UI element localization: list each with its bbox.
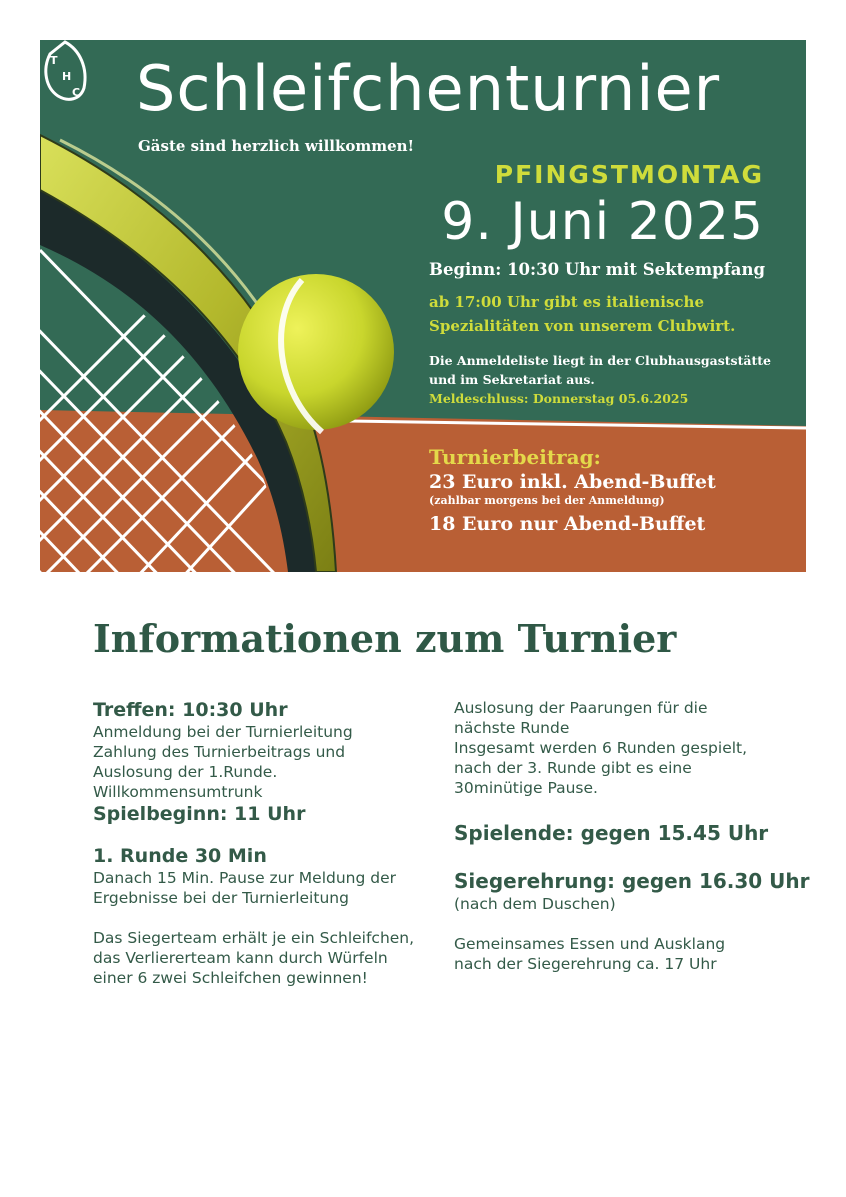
play-start-heading: Spielbeginn: 11 Uhr xyxy=(93,803,306,825)
draw-line: nächste Runde xyxy=(454,719,570,737)
tennis-ball xyxy=(238,274,394,430)
prize-line: einer 6 zwei Schleifchen gewinnen! xyxy=(93,969,368,987)
dinner-line: nach der Siegerehrung ca. 17 Uhr xyxy=(454,955,717,973)
fee-full-note: (zahlbar morgens bei der Anmeldung) xyxy=(429,494,665,507)
svg-text:C: C xyxy=(72,86,81,99)
food-info-line2: Spezialitäten von unserem Clubwirt. xyxy=(429,317,736,335)
signup-info-line1: Die Anmeldeliste liegt in der Clubhausgaststätte xyxy=(429,353,771,368)
info-right-column xyxy=(454,698,814,974)
draw-line: 30minütige Pause. xyxy=(454,779,598,797)
svg-text:T: T xyxy=(50,54,58,67)
signup-info-line2: und im Sekretariat aus. xyxy=(429,372,595,387)
meet-line: Anmeldung bei der Turnierleitung xyxy=(93,723,353,741)
meet-line: Willkommensumtrunk xyxy=(93,783,263,801)
meet-heading: Treffen: 10:30 Uhr xyxy=(93,699,288,721)
fee-buffet-only: 18 Euro nur Abend-Buffet xyxy=(429,513,706,535)
prize-line: das Verliererteam kann durch Würfeln xyxy=(93,949,388,967)
round-line: Ergebnisse bei der Turnierleitung xyxy=(93,889,349,907)
meet-line: Auslosung der 1.Runde. xyxy=(93,763,278,781)
round-line: Danach 15 Min. Pause zur Meldung der xyxy=(93,869,397,887)
signup-deadline: Meldeschluss: Donnerstag 05.6.2025 xyxy=(429,391,689,406)
award-heading: Siegerehrung: gegen 16.30 Uhr xyxy=(454,869,810,893)
draw-line: Insgesamt werden 6 Runden gespielt, xyxy=(454,739,748,757)
food-info-line1: ab 17:00 Uhr gibt es italienische xyxy=(429,293,705,311)
event-day: PFINGSTMONTAG xyxy=(494,160,764,189)
start-time: Beginn: 10:30 Uhr mit Sektempfang xyxy=(429,260,766,279)
award-note: (nach dem Duschen) xyxy=(454,895,616,913)
tournament-title: Schleifchenturnier xyxy=(136,52,721,125)
club-logo-icon xyxy=(40,40,90,104)
round-heading: 1. Runde 30 Min xyxy=(93,845,267,867)
fee-heading: Turnierbeitrag: xyxy=(429,445,601,469)
info-left-column xyxy=(93,698,433,988)
welcome-text: Gäste sind herzlich willkommen! xyxy=(138,137,415,155)
prize-line: Das Siegerteam erhält je ein Schleifchen, xyxy=(93,929,415,947)
meet-line: Zahlung des Turnierbeitrags und xyxy=(93,743,346,761)
tournament-banner xyxy=(40,40,806,572)
end-heading: Spielende: gegen 15.45 Uhr xyxy=(454,821,769,845)
event-date: 9. Juni 2025 xyxy=(441,192,764,252)
draw-line: nach der 3. Runde gibt es eine xyxy=(454,759,692,777)
fee-full: 23 Euro inkl. Abend-Buffet xyxy=(429,471,716,493)
dinner-line: Gemeinsames Essen und Ausklang xyxy=(454,935,726,953)
svg-text:H: H xyxy=(62,70,72,83)
info-heading: Informationen zum Turnier xyxy=(93,616,677,661)
draw-line: Auslosung der Paarungen für die xyxy=(454,699,708,717)
